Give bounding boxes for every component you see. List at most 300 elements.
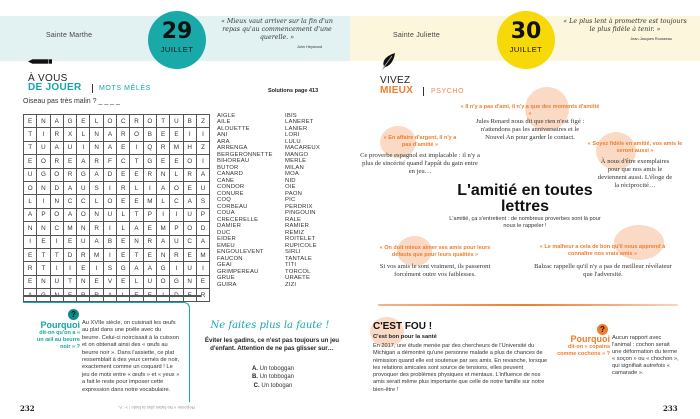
grid-cell[interactable]: C	[117, 115, 130, 128]
date-badge	[497, 11, 555, 69]
grid-cell[interactable]: O	[37, 155, 50, 168]
grid-cell[interactable]: O	[50, 168, 63, 181]
grid-cell[interactable]: I	[37, 195, 50, 208]
grid-cell[interactable]: I	[103, 181, 116, 194]
right-page	[350, 0, 700, 419]
grid-cell[interactable]: U	[143, 275, 156, 288]
grid-cell[interactable]: E	[156, 155, 169, 168]
grid-cell[interactable]: L	[170, 168, 183, 181]
grid-cell[interactable]: S	[103, 262, 116, 275]
grid-cell[interactable]: X	[63, 128, 76, 141]
grid-cell[interactable]: L	[24, 195, 37, 208]
grid-cell[interactable]: L	[77, 128, 90, 141]
grid-cell[interactable]: Q	[143, 141, 156, 154]
word-list-item: EMEU	[217, 242, 235, 249]
grid-cell[interactable]: R	[63, 168, 76, 181]
grid-cell[interactable]: R	[50, 128, 63, 141]
grid-cell[interactable]: E	[63, 235, 76, 248]
grid-cell[interactable]: N	[183, 275, 196, 288]
grid-cell[interactable]: I	[77, 141, 90, 154]
grid-cell[interactable]: L	[130, 275, 143, 288]
grid-cell[interactable]: A	[156, 181, 169, 194]
grid-cell[interactable]: A	[130, 222, 143, 235]
grid-cell[interactable]: P	[170, 222, 183, 235]
grid-cell[interactable]: G	[77, 168, 90, 181]
grid-cell[interactable]: I	[196, 128, 209, 141]
word-list-item: LULU	[285, 138, 301, 145]
grid-cell[interactable]: O	[156, 275, 169, 288]
grid-cell[interactable]: C	[63, 195, 76, 208]
word-list-item: COQ	[217, 197, 232, 204]
grid-cell[interactable]: I	[103, 248, 116, 261]
grid-cell[interactable]: A	[130, 262, 143, 275]
word-list-item: SIRLI	[285, 249, 301, 256]
grid-cell[interactable]: T	[130, 248, 143, 261]
grid-cell[interactable]: N	[90, 141, 103, 154]
grid-cell[interactable]: E	[77, 262, 90, 275]
grid-cell[interactable]: U	[77, 235, 90, 248]
grid-cell[interactable]: N	[156, 248, 169, 261]
grid-cell[interactable]: L	[156, 195, 169, 208]
grid-cell[interactable]: E	[24, 275, 37, 288]
grid-cell[interactable]: I	[130, 141, 143, 154]
word-list-item: NID	[285, 177, 296, 184]
grid-cell[interactable]: A	[63, 208, 76, 221]
word-list-item: COUA	[217, 210, 235, 217]
section-category: MOTS MÊLÉS	[99, 85, 151, 92]
option-letter: B.	[251, 374, 260, 381]
grid-cell[interactable]: B	[183, 115, 196, 128]
word-list-item: IBIS	[285, 113, 297, 119]
grid-cell[interactable]: G	[143, 155, 156, 168]
why-title	[553, 334, 610, 358]
section-divider	[423, 87, 424, 96]
grid-cell[interactable]: E	[117, 235, 130, 248]
grid-row	[24, 195, 210, 208]
grid-cell[interactable]: I	[196, 155, 209, 168]
grid-cell[interactable]: O	[143, 115, 156, 128]
grid-cell[interactable]: G	[63, 115, 76, 128]
grid-cell[interactable]: T	[24, 141, 37, 154]
section-category: PSYCHO	[431, 88, 465, 95]
grid-cell[interactable]: E	[130, 195, 143, 208]
grid-cell[interactable]: I	[50, 235, 63, 248]
grid-cell[interactable]: R	[24, 262, 37, 275]
upside-down-answer: Réponse « Ne faites plus la faute ! » : A.	[118, 405, 195, 410]
word-list-item: GRUE	[217, 275, 235, 282]
grid-cell[interactable]: R	[143, 168, 156, 181]
grid-cell[interactable]: E	[63, 155, 76, 168]
word-list-item: CONDOR	[217, 184, 245, 191]
word-list-column-1	[217, 113, 273, 288]
grid-cell[interactable]: C	[183, 235, 196, 248]
grid-cell[interactable]: N	[37, 181, 50, 194]
grid-cell[interactable]: Z	[196, 141, 209, 154]
grid-cell[interactable]: L	[117, 208, 130, 221]
grid-cell[interactable]: M	[196, 248, 209, 261]
grid-row	[24, 235, 210, 248]
proverb-quote: « Soyez fidèle en amitié, vos amis le seront aussi »	[587, 141, 683, 154]
proverb-text: À nous d'être exemplaires pour que nos amis le deviennent aussi. L'éloge de la réciprocité…	[597, 158, 673, 190]
grid-cell[interactable]: A	[63, 181, 76, 194]
grid-cell[interactable]: P	[143, 208, 156, 221]
grid-row	[24, 168, 210, 181]
grid-cell[interactable]: L	[90, 195, 103, 208]
grid-cell[interactable]: L	[117, 222, 130, 235]
grid-cell[interactable]: B	[143, 128, 156, 141]
grid-row	[24, 275, 210, 288]
grid-row	[24, 128, 210, 141]
word-list-item: ANI	[217, 132, 228, 139]
grid-cell[interactable]: E	[117, 141, 130, 154]
grid-cell[interactable]: A	[77, 155, 90, 168]
grid-cell[interactable]: E	[143, 222, 156, 235]
grid-cell[interactable]: E	[170, 155, 183, 168]
grid-cell[interactable]: R	[90, 155, 103, 168]
fou-heading: C'EST FOU !	[373, 321, 433, 332]
grid-cell[interactable]: R	[50, 155, 63, 168]
grid-cell[interactable]: C	[50, 222, 63, 235]
grid-cell[interactable]: T	[156, 115, 169, 128]
word-list-item: BIHOREAU	[217, 158, 250, 165]
grid-cell[interactable]: M	[143, 195, 156, 208]
grid-cell[interactable]: I	[103, 222, 116, 235]
grid-cell[interactable]: G	[37, 168, 50, 181]
pencil-icon	[28, 59, 53, 64]
word-list-item: REMIZ	[285, 229, 305, 236]
date-month: JUILLET	[160, 45, 194, 54]
grid-cell[interactable]: A	[183, 195, 196, 208]
grid-cell[interactable]: I	[156, 208, 169, 221]
grid-cell[interactable]: R	[196, 289, 209, 302]
word-list-column-2	[285, 113, 320, 288]
grid-cell[interactable]: M	[170, 141, 183, 154]
faute-option: A. Un toboggan	[251, 366, 295, 372]
grid-cell[interactable]: U	[50, 275, 63, 288]
word-list-item: CONURE	[217, 190, 244, 197]
grid-cell[interactable]: L	[90, 115, 103, 128]
grid-cell[interactable]: U	[183, 208, 196, 221]
grid-cell[interactable]: L	[130, 181, 143, 194]
word-list-item: MOA	[285, 171, 300, 178]
word-list-item: URAETE	[285, 275, 311, 282]
grid-cell[interactable]: R	[143, 235, 156, 248]
grid-cell[interactable]: D	[103, 168, 116, 181]
grid-cell[interactable]: N	[37, 275, 50, 288]
grid-cell[interactable]: I	[143, 181, 156, 194]
grid-cell[interactable]: I	[196, 262, 209, 275]
grid-cell[interactable]: D	[50, 181, 63, 194]
word-list-item: TANTALE	[285, 255, 313, 262]
grid-cell[interactable]: T	[50, 248, 63, 261]
grid-cell[interactable]: E	[117, 195, 130, 208]
word-list-item: MILAN	[285, 164, 305, 171]
word-list-item: TITI	[285, 262, 297, 269]
word-list-item: PIC	[285, 197, 296, 204]
grid-cell[interactable]: U	[103, 208, 116, 221]
quote-text: « Mieux vaut arriver sur la fin d'un repas qu'au commencement d'une querelle. »	[221, 18, 333, 41]
word-list-item: MACAREUX	[285, 145, 320, 152]
grid-cell[interactable]: C	[117, 155, 130, 168]
grid-cell[interactable]: R	[156, 141, 169, 154]
word-list-item: GEAI	[217, 262, 232, 269]
faute-title: Ne faites plus la faute !	[210, 320, 330, 331]
grid-cell[interactable]: U	[196, 181, 209, 194]
word-list-item: ARRENGA	[217, 145, 248, 152]
grid-cell[interactable]: N	[77, 222, 90, 235]
grid-cell[interactable]: F	[103, 155, 116, 168]
proverb-text: Balzac rappelle qu'il n'y a pas de meilleur révélateur que l'adversité.	[534, 263, 672, 279]
grid-cell[interactable]: I	[170, 208, 183, 221]
grid-cell[interactable]: U	[183, 262, 196, 275]
grid-cell[interactable]: T	[63, 275, 76, 288]
grid-cell[interactable]: E	[24, 115, 37, 128]
grid-row	[24, 248, 210, 261]
grid-cell[interactable]: O	[77, 208, 90, 221]
grid-cell[interactable]: E	[90, 275, 103, 288]
grid-cell[interactable]: M	[90, 248, 103, 261]
grid-cell[interactable]: P	[37, 208, 50, 221]
word-list-item: FAUCON	[217, 255, 243, 262]
grid-cell[interactable]: O	[183, 155, 196, 168]
word-list-item: TORCOL	[285, 268, 311, 275]
grid-cell[interactable]: S	[196, 195, 209, 208]
grid-cell[interactable]: I	[183, 128, 196, 141]
grid-cell[interactable]: R	[90, 222, 103, 235]
saint-name: Sainte Marthe	[46, 32, 93, 39]
grid-cell[interactable]: N	[24, 222, 37, 235]
grid-cell[interactable]: E	[183, 248, 196, 261]
grid-cell[interactable]: U	[24, 168, 37, 181]
grid-cell[interactable]: U	[170, 235, 183, 248]
grid-cell[interactable]: O	[24, 181, 37, 194]
solutions-reference: Solutions page 413	[268, 88, 319, 94]
grid-cell[interactable]: I	[50, 262, 63, 275]
grid-cell[interactable]: E	[24, 248, 37, 261]
word-list-item: RUPICOLE	[285, 242, 317, 249]
grid-cell[interactable]: A	[196, 168, 209, 181]
grid-cell[interactable]: G	[170, 275, 183, 288]
grid-row	[24, 181, 210, 194]
grid-cell[interactable]: N	[90, 208, 103, 221]
grid-row	[24, 141, 210, 154]
grid-cell[interactable]: R	[77, 248, 90, 261]
grid-cell[interactable]: E	[24, 155, 37, 168]
section-title: MIEUX	[380, 85, 414, 96]
word-search-grid[interactable]	[23, 114, 210, 302]
grid-cell[interactable]: I	[37, 128, 50, 141]
word-list-item: CRECERELLE	[217, 216, 259, 223]
grid-cell[interactable]: U	[63, 141, 76, 154]
grid-cell[interactable]: S	[90, 181, 103, 194]
word-list-item: RALE	[285, 216, 302, 223]
word-list-item: BERGERONNETTE	[217, 151, 273, 158]
grid-cell[interactable]: E	[196, 275, 209, 288]
word-list-item: ARA	[217, 138, 230, 145]
word-list-item: PAON	[285, 190, 303, 197]
word-list-item: EIDER	[217, 236, 237, 243]
grid-cell[interactable]: E	[117, 248, 130, 261]
grid-cell[interactable]: D	[63, 248, 76, 261]
question-mark-icon: ?	[68, 309, 79, 320]
date-day: 30	[510, 19, 542, 44]
word-list-item: LORI	[285, 132, 300, 139]
why-question: dit-on qu'on a « un œil au beurre noir » ?	[36, 330, 80, 350]
option-letter: C.	[253, 382, 262, 389]
grid-cell[interactable]: E	[117, 275, 130, 288]
faute-options	[238, 365, 308, 390]
word-list-item: PINGOUIN	[285, 210, 316, 217]
grid-cell[interactable]: E	[77, 115, 90, 128]
proverb-text: Ce proverbe espagnol est implacable : il n'y a plus de sincérité quand l'appât du gain entre en jeu…	[360, 152, 480, 176]
date-badge	[148, 11, 206, 69]
quote-text: « Le plus lent à promettre est toujours le plus fidèle à tenir. »	[563, 18, 687, 33]
proverb-text: Jules Renard nous dit que rien n'est figé : n'attendons pas les anniversaires et le Nouvel An pour garder le contact.	[475, 118, 585, 142]
grid-cell[interactable]: E	[117, 168, 130, 181]
fou-subheading: C'est bon pour la santé	[373, 334, 437, 340]
question-mark-icon: ?	[597, 324, 608, 335]
grid-cell[interactable]: A	[103, 128, 116, 141]
word-list-item: ROITELET	[285, 236, 316, 243]
grid-cell[interactable]: C	[170, 195, 183, 208]
grid-cell[interactable]: G	[117, 262, 130, 275]
grid-cell[interactable]: A	[90, 235, 103, 248]
word-list-item: CANARD	[217, 171, 244, 178]
grid-cell[interactable]: G	[156, 262, 169, 275]
grid-cell[interactable]: H	[183, 141, 196, 154]
why-answer: Aucun rapport avec l'animal : cochon serait une déformation du terme « soçon » ou « chochon », qui signifiait autrefois « camarade ».	[612, 335, 679, 377]
grid-cell[interactable]: O	[130, 128, 143, 141]
grid-cell[interactable]: T	[130, 208, 143, 221]
grid-cell[interactable]: A	[196, 235, 209, 248]
faute-question: Éviter les gadins, ce n'est pas toujours un jeu d'enfant. Attention de ne pas glisser sur…	[204, 337, 340, 353]
grid-cell[interactable]: A	[50, 141, 63, 154]
saint-name: Sainte Juliette	[393, 32, 440, 39]
fou-body: En 2017, une étude menée par des chercheurs de l'Université du Michigan a démontré qu'une personne malade a plus de chances de rémission quand elle est soutenue par ses amis. En revanche, lorsque les relations amicales sont source de tensions, elles peuvent provoquer des problèmes physiques et mentaux. L'influence de nos amis serait même plus importante que celle de notre famille sur notre bien-être !	[373, 343, 548, 393]
word-list-item: AIGLE	[217, 113, 236, 119]
proverb-quote: « On doit mieux aimer ses amis pour leurs défauts que pour leurs qualités »	[379, 245, 491, 258]
grid-cell[interactable]: N	[90, 128, 103, 141]
word-list-item: ENGOULEVENT	[217, 249, 264, 256]
grid-cell[interactable]: T	[24, 128, 37, 141]
word-list-item: GUIRA	[217, 281, 237, 288]
why-heading: Pourquoi	[570, 334, 610, 344]
grid-row	[24, 262, 210, 275]
grid-cell[interactable]: N	[50, 195, 63, 208]
grid-cell[interactable]: E	[156, 128, 169, 141]
grid-cell[interactable]: O	[103, 195, 116, 208]
grid-cell[interactable]: N	[77, 275, 90, 288]
grid-cell[interactable]: O	[170, 181, 183, 194]
word-list-item: ZIZI	[285, 281, 297, 288]
grid-cell[interactable]: A	[156, 235, 169, 248]
word-list-item: LANERET	[285, 119, 314, 126]
grid-cell[interactable]: T	[37, 248, 50, 261]
article-lede: L'amitié, ça s'entretient : de nombreux proverbes sont là pour nous le rappeler !	[449, 216, 601, 230]
section-kicker: VIVEZ	[380, 75, 411, 86]
grid-cell[interactable]: I	[170, 262, 183, 275]
proverb-quote: « Il n'y a pas d'ami, il n'y a que des moments d'amitié »	[460, 104, 600, 117]
quote-author: Jean-Jacques Rousseau	[630, 37, 672, 41]
grid-cell[interactable]: E	[183, 181, 196, 194]
grid-row	[24, 222, 210, 235]
grid-cell[interactable]: U	[37, 141, 50, 154]
grid-row	[24, 208, 210, 221]
grid-cell[interactable]: E	[143, 248, 156, 261]
grid-cell[interactable]: Z	[196, 115, 209, 128]
grid-cell[interactable]: M	[63, 222, 76, 235]
grid-cell[interactable]: O	[50, 208, 63, 221]
why-answer: Au XVIIe siècle, on cuisinait les œufs au plat dans une poêle avec du beurre. Celui-ci noircissait à la cuisson et on obtenait ainsi des « œufs au beurre noir ». Dans l'assiette, ce plat ressemblait à des yeux cernés de noir, exactement comme un coquard ! Le jeu de mots entre « œufs » et « yeux » a fait le reste pour imposer cette expression dans notre vocabulaire.	[82, 320, 180, 393]
grid-cell[interactable]: B	[103, 235, 116, 248]
grid-cell[interactable]: O	[183, 222, 196, 235]
grid-cell[interactable]: I	[24, 235, 37, 248]
grid-rule	[23, 295, 201, 297]
proverb-quote: « En affaire d'argent, il n'y a pas d'amitié »	[383, 135, 457, 148]
page-number: 232	[20, 404, 35, 413]
grid-cell[interactable]: U	[77, 181, 90, 194]
grid-cell[interactable]: A	[143, 262, 156, 275]
grid-cell[interactable]: A	[24, 208, 37, 221]
grid-cell[interactable]: R	[183, 168, 196, 181]
section-rule	[378, 304, 678, 306]
word-list-item: LANIER	[285, 125, 308, 132]
grid-cell[interactable]: P	[196, 208, 209, 221]
header-quote	[212, 18, 342, 51]
section-kicker: À VOUS	[28, 73, 68, 84]
word-list-item: BUTOR	[217, 164, 239, 171]
date-day: 29	[161, 19, 193, 44]
grid-cell[interactable]: N	[37, 115, 50, 128]
grid-cell[interactable]: N	[37, 222, 50, 235]
grid-cell[interactable]: N	[130, 235, 143, 248]
grid-cell[interactable]: A	[50, 115, 63, 128]
grid-cell[interactable]: N	[156, 168, 169, 181]
grid-cell[interactable]: D	[196, 222, 209, 235]
grid-cell[interactable]: I	[63, 262, 76, 275]
grid-cell[interactable]: R	[117, 181, 130, 194]
grid-cell[interactable]: V	[103, 275, 116, 288]
grid-cell[interactable]: R	[130, 115, 143, 128]
grid-cell[interactable]: E	[170, 128, 183, 141]
header-quote	[560, 18, 690, 43]
grid-cell[interactable]: I	[90, 262, 103, 275]
proverb-text: Si vos amis le sont vraiment, ils passeront forcément outre vos faiblesses.	[379, 263, 491, 279]
grid-cell[interactable]: T	[130, 155, 143, 168]
grid-cell[interactable]: T	[37, 262, 50, 275]
grid-cell[interactable]: R	[117, 128, 130, 141]
word-list-item: CORBEAU	[217, 203, 248, 210]
grid-cell[interactable]: M	[156, 222, 169, 235]
grid-cell[interactable]: A	[103, 141, 116, 154]
word-list-item: GRIMPEREAU	[217, 268, 259, 275]
faute-option: C. Un tobogan	[253, 382, 293, 389]
grid-cell[interactable]: O	[103, 115, 116, 128]
section-title: DE JOUER	[28, 82, 82, 93]
word-list-item: ALOUETTE	[217, 125, 250, 132]
grid-cell[interactable]: E	[37, 235, 50, 248]
word-list-item: RAMIER	[285, 223, 310, 230]
grid-cell[interactable]: C	[77, 195, 90, 208]
grid-cell[interactable]: R	[170, 248, 183, 261]
grid-cell[interactable]: A	[90, 168, 103, 181]
why-title	[32, 320, 80, 351]
word-list-item: DAMIER	[217, 223, 242, 230]
grid-cell[interactable]: U	[170, 115, 183, 128]
page-number: 233	[663, 404, 678, 413]
grid-cell[interactable]: E	[130, 168, 143, 181]
word-list-item: DUC	[217, 229, 231, 236]
